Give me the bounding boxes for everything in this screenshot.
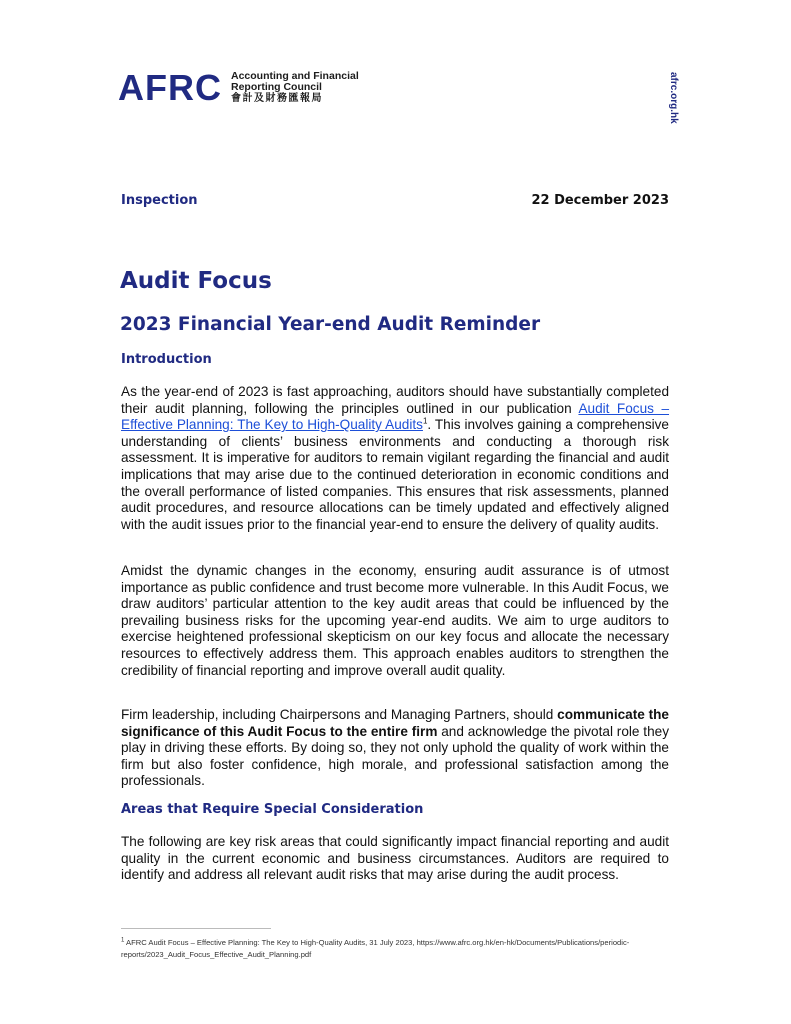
footnote-marker: 1 <box>121 937 125 944</box>
org-name-line1: Accounting and Financial <box>230 70 359 82</box>
page-subtitle: 2023 Financial Year-end Audit Reminder <box>120 314 541 335</box>
logo-mark: AFRC <box>118 67 222 108</box>
category-label: Inspection <box>121 193 198 208</box>
paragraph-leadership-text-b: and acknowledge the pivotal role they play in driving these efforts. By doing so, they not only uphold the quality of work within the firm but also foster confidence, high morale, and professional satisfaction among the professionals. <box>121 723 669 789</box>
org-name-line2: Reporting Council <box>230 81 322 93</box>
page-title: Audit Focus <box>120 268 272 294</box>
footnote <box>121 937 669 960</box>
org-name-chinese: 會計及財務匯報局 <box>230 93 323 104</box>
paragraph-intro <box>121 384 669 533</box>
paragraph-leadership-text-a: Firm leadership, including Chairpersons and Managing Partners, should <box>121 707 558 722</box>
paragraph-dynamic-changes: Amidst the dynamic changes in the economy, ensuring audit assurance is of utmost importance as public confidence and trust become more vulnerable. In this Audit Focus, we draw auditors’ particular attention to the key audit areas that could be influenced by the prevailing business risks for the upcoming year-end audits. We aim to urge auditors to exercise heightened professional skepticism on our key focus and allocate the necessary resources to effectively address them. This approach enables auditors to strengthen the credibility of financial reporting and improve overall audit quality. <box>121 563 669 678</box>
paragraph-key-risks: The following are key risk areas that could significantly impact financial reporting and audit quality in the current economic and business circumstances. Auditors are required to identify and address all relevant audit risks that may arise during the audit process. <box>121 834 669 883</box>
logo-org-name <box>231 71 359 105</box>
footnote-text: AFRC Audit Focus – Effective Planning: The Key to High-Quality Audits, 31 July 2023, https://www.afrc.org.hk/en-hk/Documents/Publications/periodic-reports/2023_Audit_Focus_Effective_Audit_Planning.pdf <box>121 938 630 959</box>
section-heading-areas: Areas that Require Special Consideration <box>121 802 424 817</box>
afrc-logo[interactable] <box>118 67 359 108</box>
paragraph-intro-text-b: . This involves gaining a comprehensive understanding of clients’ business environments and conducting a thorough risk assessment. It is imperative for auditors to remain vigilant regarding the financial and audit implications that may arise due to the continued deterioration in economic conditions and the overall performance of listed companies. This ensures that risk assessments, planned audit procedures, and resource allocations can be timely updated and effectively aligned with the audit issues prior to the financial year-end to ensure the delivery of quality audits. <box>121 417 669 532</box>
paragraph-firm-leadership <box>121 707 669 790</box>
section-heading-introduction: Introduction <box>121 352 212 367</box>
footnote-divider <box>121 928 271 929</box>
side-url[interactable]: afrc.org.hk <box>668 72 679 124</box>
paragraph-intro-text-a: As the year-end of 2023 is fast approaching, auditors should have substantially completed their audit planning, following the principles outlined in our publication <box>121 384 669 416</box>
emphasis-communicate: communicate the significance of this Audit Focus to the entire firm <box>121 707 669 739</box>
publication-date: 22 December 2023 <box>531 193 669 208</box>
publication-link[interactable]: Audit Focus – Effective Planning: The Key to High-Quality Audits <box>121 400 670 433</box>
footnote-ref[interactable]: 1 <box>422 416 428 426</box>
